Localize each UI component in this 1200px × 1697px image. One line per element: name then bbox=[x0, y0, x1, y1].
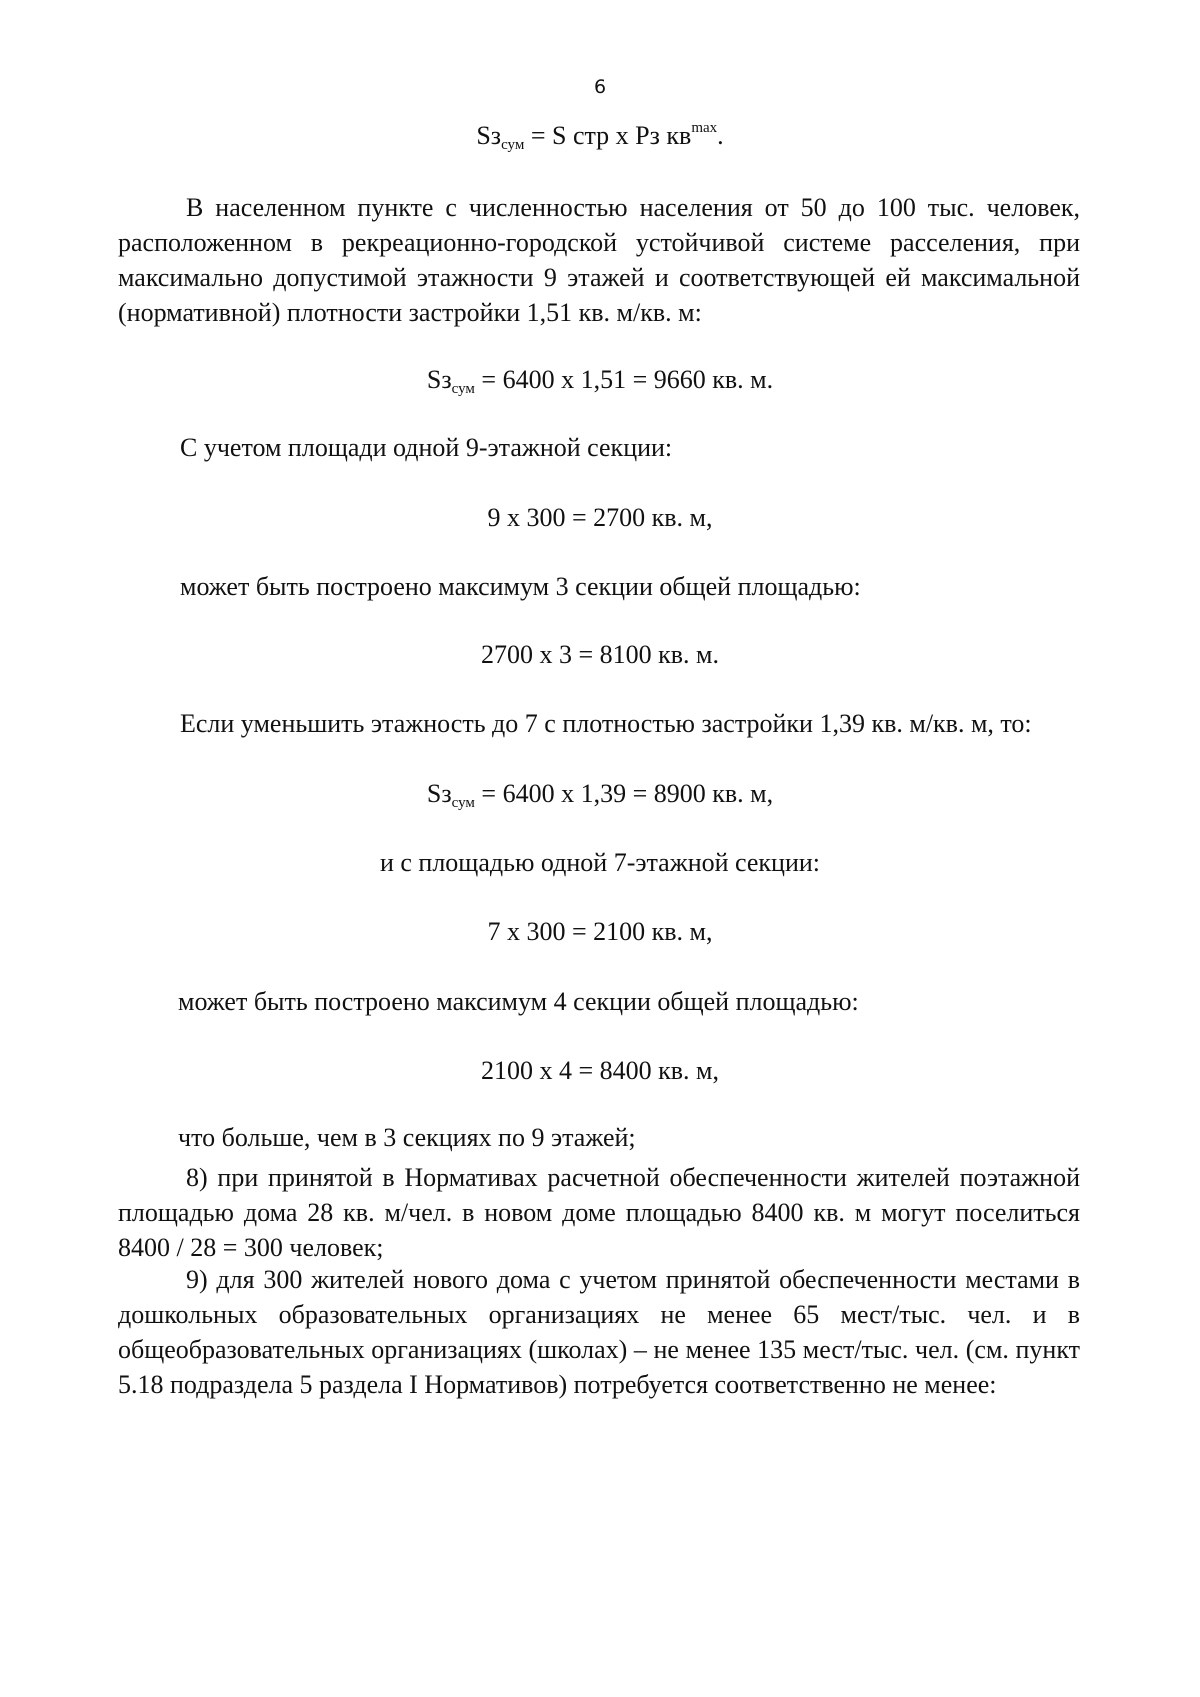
formula-superscript: max bbox=[691, 120, 718, 136]
formula-total-area-7-floors bbox=[0, 776, 1200, 811]
text-section-7-area: и с площадью одной 7-этажной секции: bbox=[379, 848, 821, 877]
text-comparison: что больше, чем в 3 секциях по 9 этажей; bbox=[178, 1123, 636, 1152]
formula-symbol: Sз bbox=[426, 779, 452, 808]
formula-section-7: 7 х 300 = 2100 кв. м, bbox=[487, 917, 713, 946]
formula-body: = S стр х Рз кв bbox=[524, 121, 692, 150]
formula-body: = 6400 х 1,39 = 8900 кв. м, bbox=[474, 779, 774, 808]
formula-section-9: 9 х 300 = 2700 кв. м, bbox=[487, 503, 713, 532]
page-number: 6 bbox=[593, 76, 607, 98]
formula-total-area-9-floors bbox=[0, 362, 1200, 397]
formula-total-area bbox=[0, 118, 1200, 153]
text-max-3-sections: может быть построено максимум 3 секции общей площадью: bbox=[180, 572, 861, 601]
paragraph-item-8: 8) при принятой в Нормативах расчетной обеспеченности жителей поэтажной площадью дома 28 кв. м/чел. в новом доме площадью 8400 кв. м могут поселиться 8400 / 28 = 300 человек; bbox=[118, 1163, 1080, 1262]
text-max-4-sections: может быть построено максимум 4 секции общей площадью: bbox=[178, 987, 859, 1016]
formula-subscript: сум bbox=[451, 381, 475, 397]
formula-symbol: Sз bbox=[426, 365, 452, 394]
formula-subscript: сум bbox=[451, 795, 475, 811]
formula-body: = 6400 х 1,51 = 9660 кв. м. bbox=[474, 365, 774, 394]
text-section-9-area: С учетом площади одной 9-этажной секции: bbox=[180, 433, 673, 462]
formula-end: . bbox=[717, 121, 724, 150]
paragraph-settlement: В населенном пункте с численностью населения от 50 до 100 тыс. человек, расположенном в рекреационно-городской устойчивой системе расселения, при максимально допустимой этажности 9 этажей и соответствующей ей максимальной (нормативной) плотности застройки 1,51 кв. м/кв. м: bbox=[118, 193, 1080, 327]
text-reduce-floors: Если уменьшить этажность до 7 с плотностью застройки 1,39 кв. м/кв. м, то: bbox=[180, 709, 1032, 738]
paragraph-item-9: 9) для 300 жителей нового дома с учетом принятой обеспеченности местами в дошкольных образовательных организациях не менее 65 мест/тыс. чел. и в общеобразовательных организациях (школах) – не менее 135 мест/тыс. чел. (см. пункт 5.18 подраздела 5 раздела I Нормативов) потребуется соответственно не менее: bbox=[118, 1265, 1080, 1399]
formula-4-sections-area: 2100 х 4 = 8400 кв. м, bbox=[480, 1056, 720, 1085]
formula-subscript: сум bbox=[501, 137, 525, 153]
formula-3-sections-area: 2700 х 3 = 8100 кв. м. bbox=[480, 640, 720, 669]
formula-symbol: Sз bbox=[476, 121, 502, 150]
